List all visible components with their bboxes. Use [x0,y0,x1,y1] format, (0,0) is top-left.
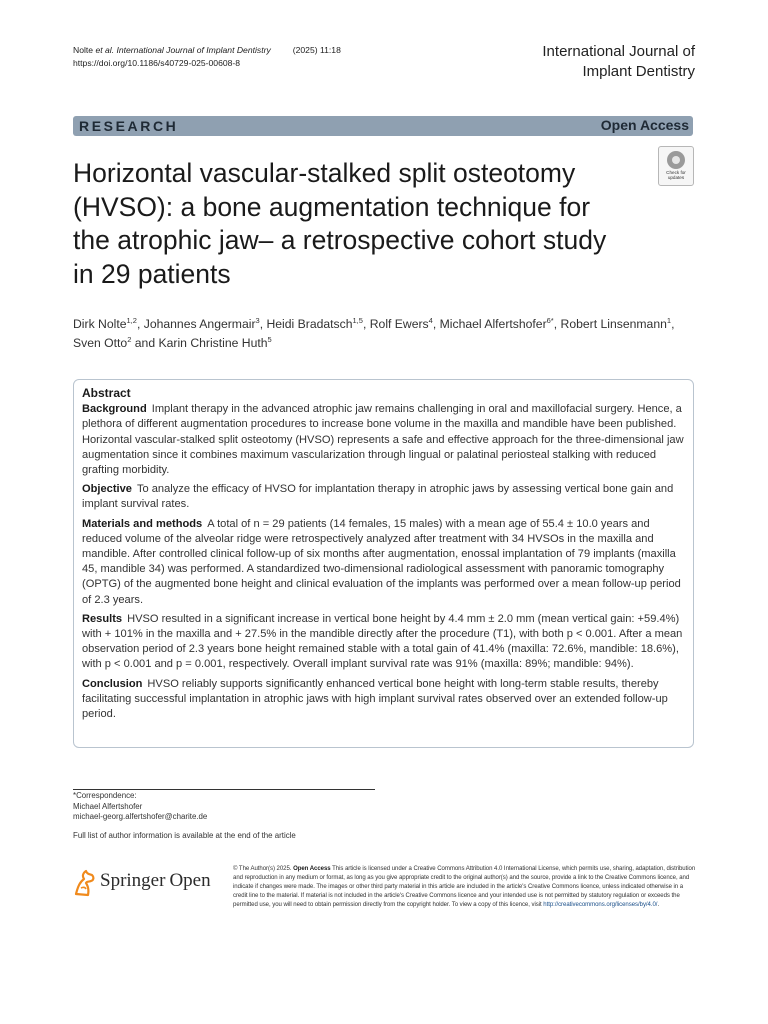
author-list [73,315,698,353]
journal-name-line2: Implant Dentistry [582,62,695,80]
license-text [233,865,696,910]
journal-name [542,42,695,81]
abstract-section-label: Results [82,612,123,625]
abstract-box [73,379,694,748]
author-name[interactable]: Michael Alfertshofer [439,317,547,331]
abstract-section-label: Conclusion [82,677,143,690]
author-name[interactable]: Johannes Angermair [143,317,256,331]
crossmark-icon [667,151,685,169]
abstract-section-text: A total of n = 29 patients (14 females, 15 males) with a mean age of 55.4 ± 10.0 years and reduced volume of the alveolar ridge were retrospectively analyzed after treatment with 34 HVSOs in the maxilla and mandible. After controlled clinical follow-up of six months after augmentation, enossal implantation of 79 implants (maxilla 45, mandible 34) was performed. A standardized two-dimensional radiological assessment with panoramic tomography (OPTG) of the augmented bone height and clinical evaluation of the implants was performed over a mean follow-up period of 2.3 years. [82,517,681,606]
author-info-note: Full list of author information is available at the end of the article [73,831,296,840]
doi-link[interactable]: https://doi.org/10.1186/s40729-025-00608-8 [73,58,241,68]
correspondence-email[interactable]: michael-georg.alfertshofer@charite.de [73,812,208,821]
abstract-section-label: Background [82,403,147,416]
author-separator: , [259,317,267,331]
abstract-section [82,402,685,478]
author-separator: , [553,317,561,331]
abstract-heading: Abstract [82,386,131,400]
footnote-rule [73,789,375,790]
correspondence-label: *Correspondence: [73,791,137,800]
license-prefix: © The Author(s) 2025. [233,866,294,872]
license-link[interactable]: http://creativecommons.org/licenses/by/4.0/ [543,902,658,908]
abstract-sections [82,402,685,722]
author-name[interactable]: Karin Christine Huth [158,336,268,350]
correspondence-name: Michael Alfertshofer [73,801,143,811]
author-affiliation: 1 [666,315,672,325]
abstract-section-label: Materials and methods [82,517,203,530]
license-open-access: Open Access [293,866,331,872]
section-label: RESEARCH [79,118,179,134]
springer-name: Springer [100,870,166,891]
crossmark-label-2: updates [667,175,685,180]
license-suffix: . [657,902,660,908]
author-separator: , [136,317,144,331]
abstract-section-text: To analyze the efficacy of HVSO for implantation therapy in atrophic jaws by assessing vertical bone gain and implant survival rates. [82,483,674,511]
crossmark-label-1: Check for [666,170,686,175]
citation-journal: et al. International Journal of Implant Dentistry [95,45,271,55]
author-name[interactable]: Rolf Ewers [369,317,429,331]
article-title: Horizontal vascular-stalked split osteotomy (HVSO): a bone augmentation technique for the atrophic jaw– a retrospective cohort study in 29 patients [73,158,607,289]
author-affiliation: 5 [267,334,272,344]
citation-year: (2025) 11:18 [292,45,341,55]
section-banner [73,116,693,136]
citation-authors: Nolte [73,45,96,55]
abstract-section-text: HVSO resulted in a significant increase in vertical bone height by 4.4 mm ± 2.0 mm (mean vertical gain: +59.4%) with + 101% in the maxilla and + 27.5% in the mandible directly after the procedure (T1), with both p < 0.001. After a mean observation period of 2.3 years bone height remained stable with a total gain of 41.4% (maxilla: 72.6%, mandible: 18.6%), with p < 0.001 and p = 0.001, respectively. Overall implant survival rate was 91% (maxilla: 89%; mandible: 94%). [82,612,683,671]
author-separator: and [131,336,159,350]
abstract-section [82,517,685,608]
abstract-section [82,482,685,512]
author-separator: , [432,317,440,331]
author-name[interactable]: Heidi Bradatsch [266,317,353,331]
author-affiliation: 1,2 [126,315,137,325]
author-affiliation: 2 [127,334,132,344]
check-for-updates-button[interactable] [658,146,694,186]
author-name[interactable]: Robert Linsenmann [560,317,667,331]
open-access-label: Open Access [600,117,689,133]
author-name[interactable]: Dirk Nolte [73,317,127,331]
abstract-section-text: HVSO reliably supports significantly enhanced vertical bone height with long-term stable results, thereby facilitating successful implantation in atrophic jaws with high implant survival rates observed over an extended follow-up period. [82,677,668,721]
correspondence [73,791,207,823]
author-affiliation: 3 [255,315,260,325]
abstract-section [82,677,685,723]
springer-open-text: Open [169,870,211,891]
author-separator: , [362,317,370,331]
citation-header [73,44,341,70]
author-affiliation: 6* [546,315,554,325]
springer-horse-icon [72,868,98,898]
journal-name-line1: International Journal of [542,43,695,60]
author-affiliation: 4 [428,315,433,325]
springer-open-logo [72,868,222,902]
author-separator: , [671,317,675,331]
abstract-section-text: Implant therapy in the advanced atrophic jaw remains challenging in oral and maxillofacial surgery. Hence, a plethora of different augmentation procedures to increase bone volume in the maxilla and mandible have been published. Horizontal vascular-stalked split osteotomy (HVSO) represents a safe and effective approach for the three-dimensional jaw augmentation since it combines maximum vascularization through lingual or palatinal periosteal stalking with reduced grafting morbidity. [82,403,684,477]
abstract-section [82,612,685,673]
author-affiliation: 1,5 [352,315,363,325]
license-body: This article is licensed under a Creative Commons Attribution 4.0 International License, which permits use, sharing, adaptation, distribution and reproduction in any medium or format, as long as you give appropriate credit to the original author(s) and the source, provide a link to the Creative Commons licence, and indicate if changes were made. The images or other third party material in this article are included in the article's Creative Commons licence, unless indicated otherwise in a credit line to the material. If material is not included in the article's Creative Commons licence and your intended use is not permitted by statutory regulation or exceeds the permitted use, you will need to obtain permission directly from the copyright holder. To view a copy of this licence, visit [233,866,696,908]
author-name[interactable]: Sven Otto [73,336,128,350]
abstract-section-label: Objective [82,483,132,496]
